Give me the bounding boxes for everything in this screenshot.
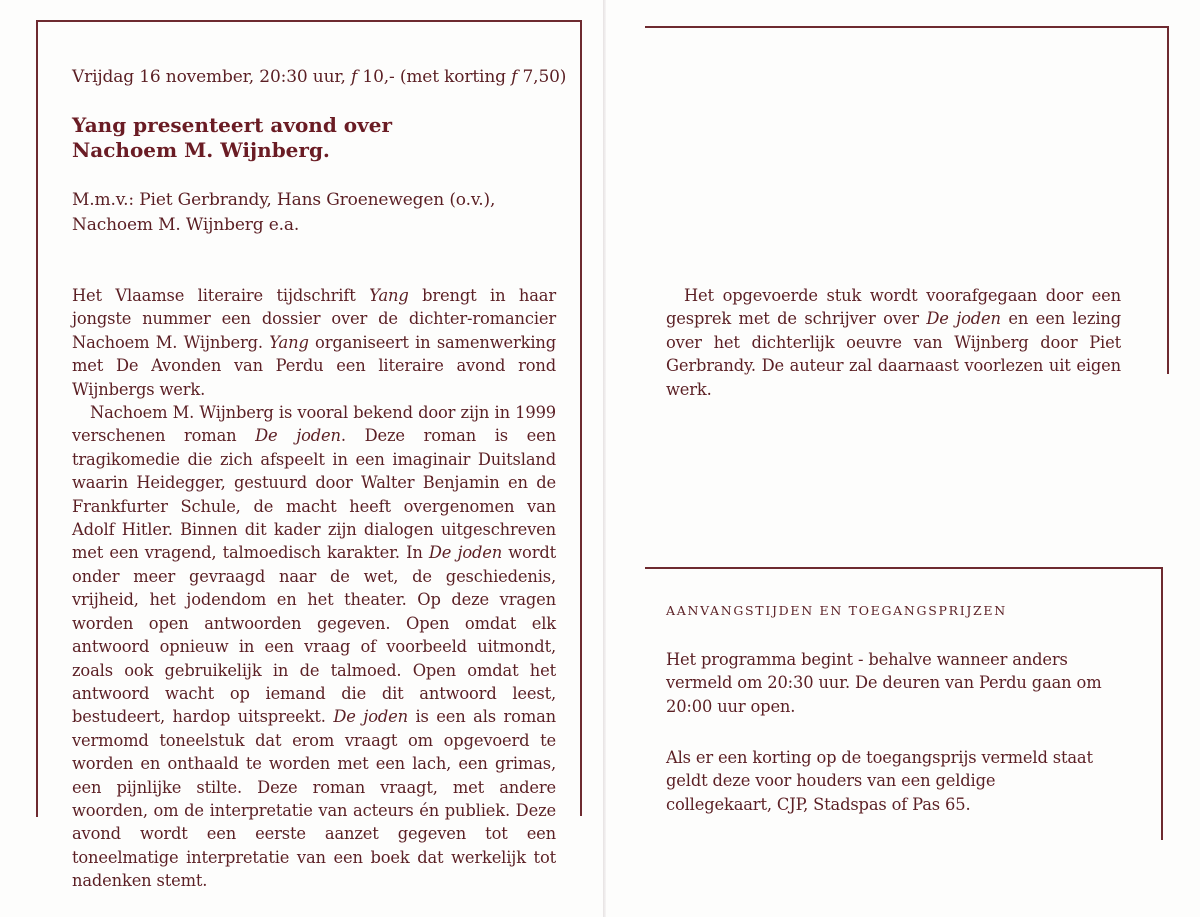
text-run: is een als roman vermomd toneelstuk dat erom vraagt om opgevoerd te worden en onthaald te worden met een lach, een grimas, een pijnlijke stilte. Deze roman vraagt, met andere woorden, om de interpretatie van acteurs én publiek. Deze avond wordt een eerste aanzet gegeven tot een toneelmatige interpretatie van een boek dat werkelijk tot nadenken stemt. bbox=[72, 707, 556, 891]
book-title: De joden bbox=[333, 707, 408, 727]
right-page-paragraph bbox=[666, 284, 1121, 401]
info-box-top-rule bbox=[645, 567, 1162, 569]
description-paragraph-1 bbox=[72, 284, 556, 401]
event-description bbox=[72, 284, 556, 893]
price-text: 10,- (met korting bbox=[357, 67, 512, 87]
currency-symbol-discount: f bbox=[511, 67, 518, 87]
description-paragraph-2 bbox=[72, 401, 556, 893]
left-frame-right-rule bbox=[580, 20, 582, 816]
text-run: wordt onder meer gevraagd naar de wet, de geschiedenis, vrijheid, het jodendom en het theater. Op deze vragen worden open antwoorden gegeven. Open omdat elk antwoord opnieuw in een vraag of voorbeeld uitmondt, zoals ook gebruikelijk in de talmoed. Open omdat het antwoord wacht op iemand die dit antwoord leest, bestudeert, hardop uitspreekt. bbox=[72, 543, 556, 727]
currency-symbol: f bbox=[351, 67, 358, 87]
book-title: De joden bbox=[428, 543, 503, 563]
journal-title: Yang bbox=[269, 332, 309, 352]
text-run: Het Vlaamse literaire tijdschrift bbox=[72, 286, 370, 305]
book-title: De joden bbox=[926, 309, 1001, 329]
info-box-title: AANVANGSTIJDEN EN TOEGANGSPRIJZEN bbox=[666, 603, 1007, 618]
text-run: Nachoem M. Wijnberg is vooral bekend door zijn in 1999 verschenen roman bbox=[72, 403, 556, 446]
text-run: Het opgevoerde stuk wordt voorafgegaan door een gesprek met de schrijver over bbox=[666, 286, 1121, 329]
discount-text: 7,50) bbox=[517, 67, 567, 87]
heading-line-2: Nachoem M. Wijnberg. bbox=[72, 138, 330, 162]
text-run: brengt in haar jongste nummer een dossier over de dichter-romancier Nachoem M. Wijnberg. bbox=[72, 286, 556, 352]
left-frame-left-rule bbox=[36, 20, 38, 817]
event-heading bbox=[72, 113, 532, 163]
info-box-paragraph-prices: Als er een korting op de toegangsprijs vermeld staat geldt deze voor houders van een geldige collegekaart, CJP, Stadspas of Pas 65. bbox=[666, 748, 1093, 814]
text-run: en een lezing over het dichterlijk oeuvre van Wijnberg door Piet Gerbrandy. De auteur zal daarnaast voorlezen uit eigen werk. bbox=[666, 309, 1122, 399]
event-dateline bbox=[72, 67, 566, 87]
text-run: organiseert in samenwerking met De Avonden van Perdu een literaire avond rond Wijnbergs werk. bbox=[72, 332, 556, 399]
credits-line-1: M.m.v.: Piet Gerbrandy, Hans Groenewegen (o.v.), bbox=[72, 190, 496, 210]
book-title: De joden bbox=[255, 426, 341, 446]
info-box-paragraph-times: Het programma begint - behalve wanneer anders vermeld om 20:30 uur. De deuren van Perdu gaan om 20:00 uur open. bbox=[666, 650, 1102, 716]
journal-title: Yang bbox=[369, 286, 409, 305]
dateline-prefix: Vrijdag 16 november, 20:30 uur, bbox=[72, 67, 351, 87]
event-credits bbox=[72, 188, 495, 238]
text-run: . Deze roman is een tragikomedie die zich afspeelt in een imaginair Duitsland waarin Heidegger, gestuurd door Walter Benjamin en de Frankfurter Schule, de macht heeft overgenomen van Adolf Hitler. Binnen dit kader zijn dialogen uitgeschreven met een vragend, talmoedisch karakter. In bbox=[72, 426, 556, 563]
credits-line-2: Nachoem M. Wijnberg e.a. bbox=[72, 215, 300, 235]
right-frame-right-rule bbox=[1167, 26, 1169, 374]
heading-line-1: Yang presenteert avond over bbox=[72, 113, 392, 137]
right-frame-top-rule bbox=[645, 26, 1168, 28]
left-frame-top-rule bbox=[36, 20, 581, 22]
info-box-right-rule bbox=[1161, 567, 1163, 840]
